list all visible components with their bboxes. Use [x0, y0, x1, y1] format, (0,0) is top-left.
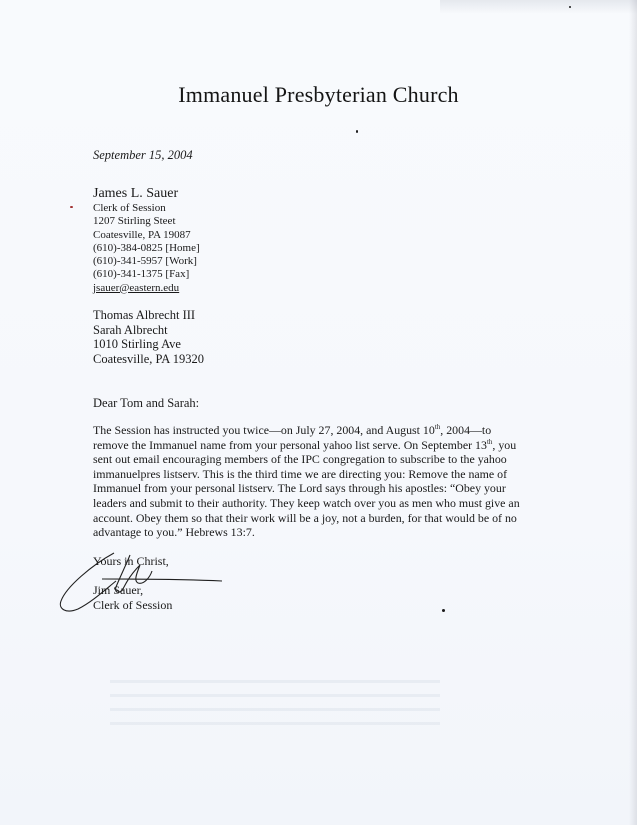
scan-edge-shadow	[629, 0, 637, 825]
sender-fax: (610)-341-1375 [Fax]	[93, 268, 190, 281]
body-line-5: Immanuel from your personal listserv. The Lord says through his apostles: “Obey your	[93, 481, 506, 496]
handwritten-signature	[52, 535, 252, 625]
signer-name: Jim Sauer,	[93, 583, 144, 597]
closing: Yours in Christ,	[93, 554, 169, 568]
body-line-1: The Session has instructed you twice—on July 27, 2004, and August 10th, 2004—to	[93, 423, 492, 437]
recipient-address-block	[93, 308, 204, 366]
signature-stroke-underline	[102, 579, 222, 581]
body-line-6: leaders and submit to their authority. They keep watch over you as men who must give an	[93, 495, 520, 510]
body-line-2: remove the Immanuel name from your personal yahoo list serve. On September 13th, you	[93, 437, 517, 452]
recipient-name-1: Thomas Albrecht III	[93, 308, 196, 322]
body-line-7: account. Obey them so that their work will be a joy, not a burden, for that would be of no	[93, 510, 517, 525]
sender-email-link[interactable]: jsauer@eastern.edu	[93, 281, 180, 294]
sender-address-block	[93, 185, 200, 295]
scan-speck	[569, 6, 571, 8]
signature-stroke-loop	[60, 553, 116, 611]
recipient-street: 1010 Stirling Ave	[93, 337, 181, 352]
body-line-3: sent out email encouraging members of the IPC congregation to subscribe to the yahoo	[93, 452, 507, 467]
signer-title: Clerk of Session	[93, 598, 173, 612]
scan-speck	[70, 206, 73, 208]
letter-body	[93, 423, 548, 540]
recipient-name-2: Sarah Albrecht	[93, 322, 168, 337]
body-line-8: advantage to you.” Hebrews 13:7.	[93, 525, 255, 540]
body-line-4: immanuelpres listserv. This is the third time we are directing you: Remove the name of	[93, 466, 508, 481]
salutation: Dear Tom and Sarah:	[93, 396, 200, 410]
sender-phone-home: (610)-384-0825 [Home]	[93, 241, 200, 254]
sender-name: James L. Sauer	[93, 186, 179, 201]
sender-city: Coatesville, PA 19087	[93, 228, 191, 241]
scan-speck	[442, 609, 445, 612]
scan-speck	[356, 130, 358, 133]
sender-phone-work: (610)-341-5957 [Work]	[93, 255, 197, 268]
signature-stroke-initials	[116, 555, 152, 592]
letter-date: September 15, 2004	[93, 148, 193, 162]
sender-street: 1207 Stirling Steet	[93, 215, 176, 228]
letterhead-church-name: Immanuel Presbyterian Church	[178, 82, 459, 107]
faded-scan-artifact	[110, 680, 440, 730]
sender-title: Clerk of Session	[93, 202, 166, 214]
scan-fold-shadow	[440, 0, 637, 14]
recipient-city: Coatesville, PA 19320	[93, 351, 205, 366]
